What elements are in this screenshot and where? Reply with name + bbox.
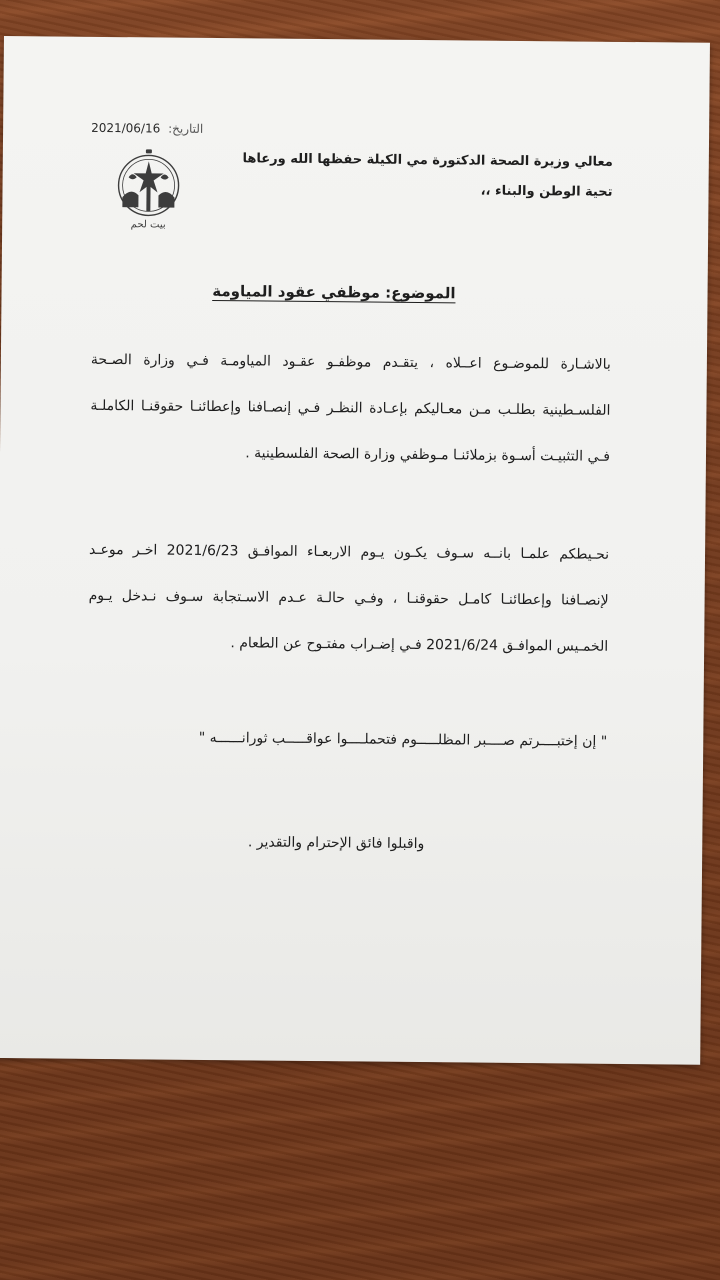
date-value: 2021/06/16 (91, 120, 161, 136)
organization-logo-icon (108, 147, 189, 232)
logo-caption: بيت لحم (130, 219, 166, 231)
date-label: التاريخ: (168, 121, 204, 136)
addressee-block (192, 144, 613, 208)
body-paragraph-request: بالاشـارة للموضـوع اعــلاه ، يتقـدم موظفـو عقـود المياومـة فـي وزارة الصـحة الفلسـطينية بطلـب مـن معـاليكم بإعـادة النظـر فـي إنصـافنا وإعطائنـا حقوقنـا الكاملـة فـي التثبيـت أسـوة بزملائنـا مـوظفي وزارة الصحة الفلسطينية . (90, 351, 611, 465)
closing-line: واقبلوا فائق الإحترام والتقدير . (247, 834, 425, 853)
letter-page (0, 36, 710, 1065)
greeting-line: تحية الوطن والبناء ،، (480, 183, 613, 200)
quote-line: " إن إختبــــرتم صــــبر المظلـــــوم فتحملــــوا عواقـــــب ثورانــــــه " (198, 729, 608, 750)
addressee-line: معالي وزيرة الصحة الدكتورة مي الكيلة حفظها الله ورعاها (242, 151, 613, 170)
body-paragraph-deadline: نحـيطكم علمـا بانــه سـوف يكـون يـوم الاربعـاء الموافـق 2021/6/23 اخـر موعـد لإنصـافنا وإعطائنـا كامـل حقوقنـا ، وفـي حالـة عـدم الاسـتجابة سـوف نـدخل يـوم الخمـيس الموافـق 2021/6/24 فـي إضـراب مفتـوح عن الطعام . (88, 541, 610, 655)
subject-heading: الموضوع: موظفي عقود المياومة (212, 282, 456, 303)
date-line (91, 121, 203, 136)
